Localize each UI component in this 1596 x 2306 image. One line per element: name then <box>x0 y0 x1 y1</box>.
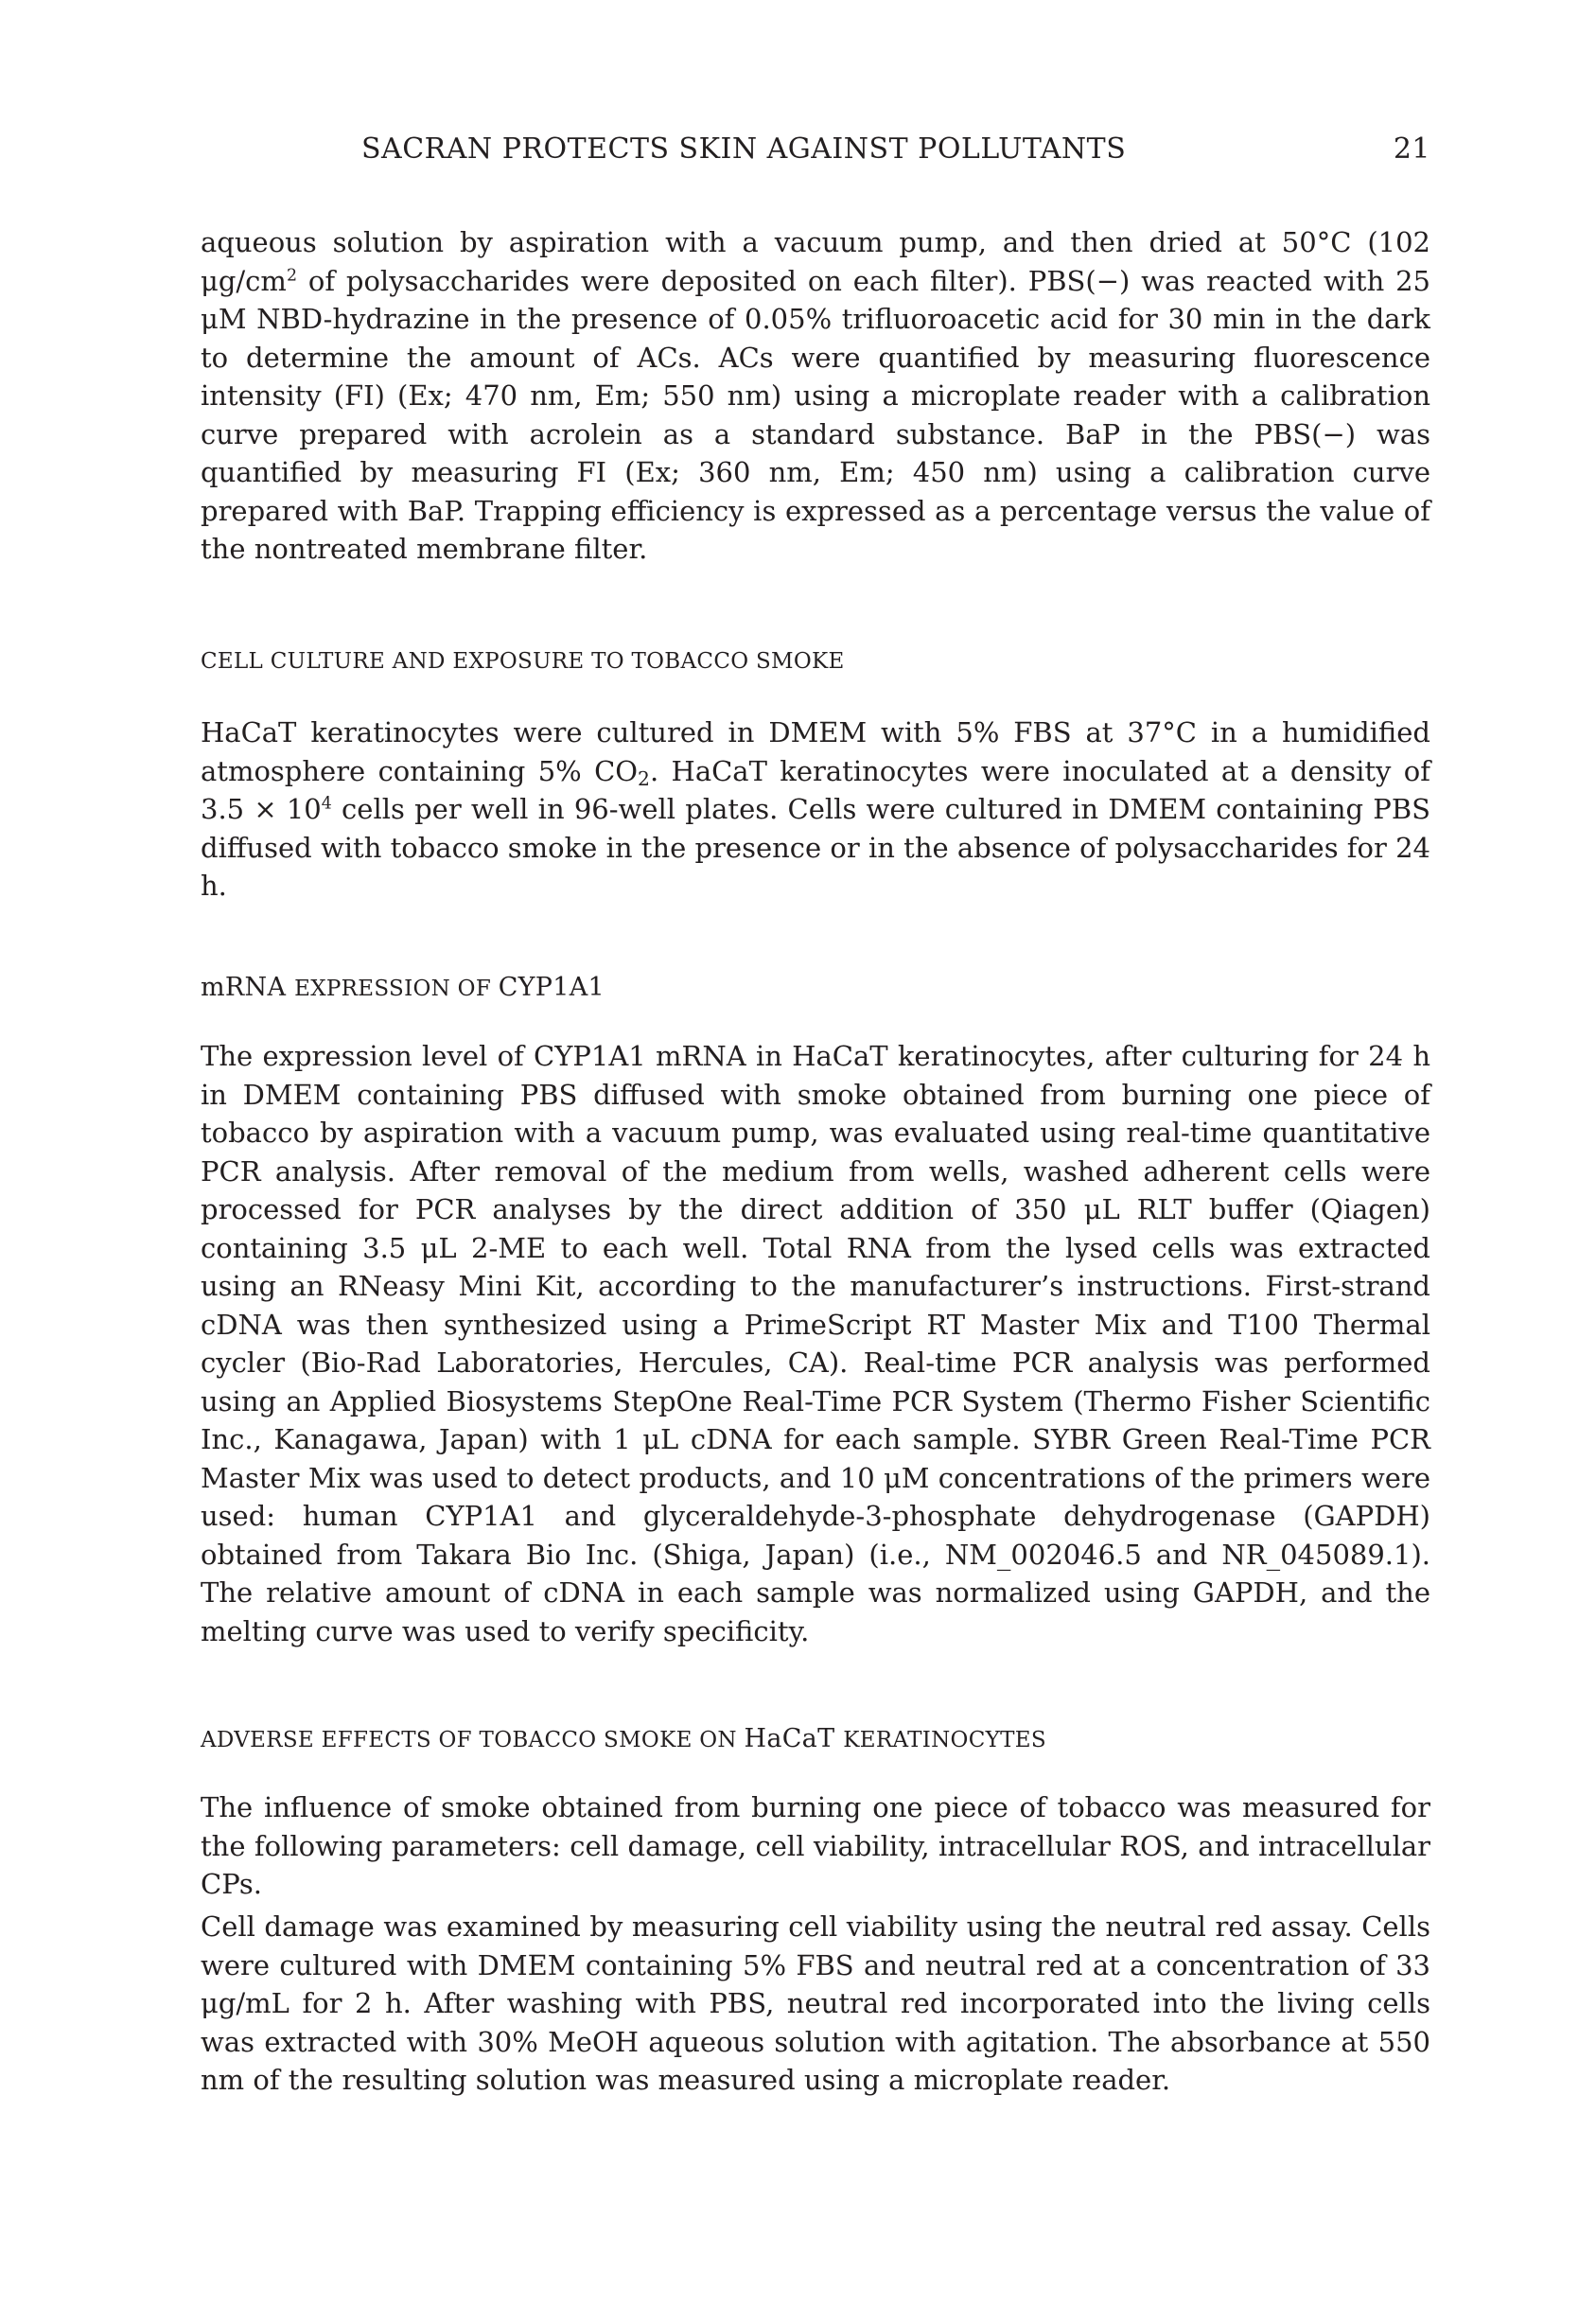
intro-text-b: of polysaccharides were deposited on each filter). PBS(−) was reacted with 25 μM NBD-hydrazine in the presence of 0.05% trifluoroacetic acid for 30 min in the dark to determine the amount of ACs. ACs were quantified by measuring fluorescence intensity (FI) (Ex; 470 nm, Em; 550 nm) using a microplate reader with a calibration curve prepared with acrolein as a standard substance. BaP in the PBS(−) was quantified by measuring FI (Ex; 360 nm, Em; 450 nm) using a calibration curve prepared with BaP. Trapping efficiency is expressed as a percentage versus the value of the nontreated membrane filter. <box>201 264 1430 565</box>
heading-adverse-cellline: HaCaT <box>744 1724 844 1753</box>
adverse-paragraph-2: Cell damage was examined by measuring cell viability using the neutral red assay. Cells were cultured with DMEM containing 5% FBS and neutral red at a concentration of 33 μg/mL for 2 h. After washing with PBS, neutral red incorporated into the living cells was extracted with 30% MeOH aqueous solution with agitation. The absorbance at 550 nm of the resulting solution was measured using a microplate reader. <box>201 1910 1430 2096</box>
cell-culture-text-a: HaCaT keratinocytes were cultured in DMEM with 5% FBS at 37°C in a humidified atmosphere containing 5% CO <box>201 716 1430 787</box>
adverse-paragraph-1: The influence of smoke obtained from burning one piece of tobacco was measured for the following parameters: cell damage, cell viability, intracellular ROS, and intracellular CPs. <box>201 1791 1430 1900</box>
cell-culture-paragraph <box>201 713 1430 906</box>
cell-culture-text-b: . HaCaT keratinocytes were inoculated at a density of 3.5 × 10 <box>201 754 1430 825</box>
intro-superscript: 2 <box>286 266 298 286</box>
running-header <box>201 132 1430 174</box>
heading-adverse-a: ADVERSE EFFECTS OF TOBACCO SMOKE ON <box>201 1728 745 1752</box>
heading-adverse-c: KERATINOCYTES <box>843 1728 1046 1752</box>
intro-paragraph <box>201 223 1430 569</box>
page <box>201 0 1430 2306</box>
intro-text-a: aqueous solution by aspiration with a vacuum pump, and then dried at 50°C (102 μg/cm <box>201 226 1430 297</box>
section-heading-cell-culture: CELL CULTURE AND EXPOSURE TO TOBACCO SMOKE <box>201 649 845 674</box>
mrna-paragraph: The expression level of CYP1A1 mRNA in HaCaT keratinocytes, after culturing for 24 h in DMEM containing PBS diffused with smoke obtained from burning one piece of tobacco by aspiration with a vacuum pump, was evaluated using real-time quantitative PCR analysis. After removal of the medium from wells, washed adherent cells were processed for PCR analyses by the direct addition of 350 μL RLT buffer (Qiagen) containing 3.5 μL 2-ME to each well. Total RNA from the lysed cells was extracted using an RNeasy Mini Kit, according to the manufacturer’s instructions. First-strand cDNA was then synthesized using a PrimeScript RT Master Mix and T100 Thermal cycler (Bio-Rad Laboratories, Hercules, CA). Real-time PCR analysis was performed using an Applied Biosystems StepOne Real-Time PCR System (Thermo Fisher Scientific Inc., Kanagawa, Japan) with 1 μL cDNA for each sample. SYBR Green Real-Time PCR Master Mix was used to detect products, and 10 μM concentrations of the primers were used: human CYP1A1 and glyceraldehyde-3-phosphate dehydrogenase (GAPDH) obtained from Takara Bio Inc. (Shiga, Japan) (i.e., NM_002046.5 and NR_045089.1). The relative amount of cDNA in each sample was normalized using GAPDH, and the melting curve was used to verify specificity. <box>201 1040 1430 1647</box>
co2-subscript: 2 <box>638 766 650 790</box>
heading-mrna-middle: EXPRESSION OF <box>294 977 499 1001</box>
heading-mrna-gene: CYP1A1 <box>498 973 605 1002</box>
heading-mrna-prefix: mRNA <box>201 973 295 1002</box>
density-exponent: 4 <box>321 794 332 814</box>
section-heading-mrna <box>201 973 605 1002</box>
page-number: 21 <box>1393 132 1430 166</box>
cell-culture-text-c: cells per well in 96-well plates. Cells were cultured in DMEM containing PBS diffused with tobacco smoke in the presence or in the absence of polysaccharides for 24 h. <box>201 793 1430 902</box>
section-heading-adverse-effects <box>201 1724 1046 1753</box>
running-title: SACRAN PROTECTS SKIN AGAINST POLLUTANTS <box>361 132 1127 166</box>
